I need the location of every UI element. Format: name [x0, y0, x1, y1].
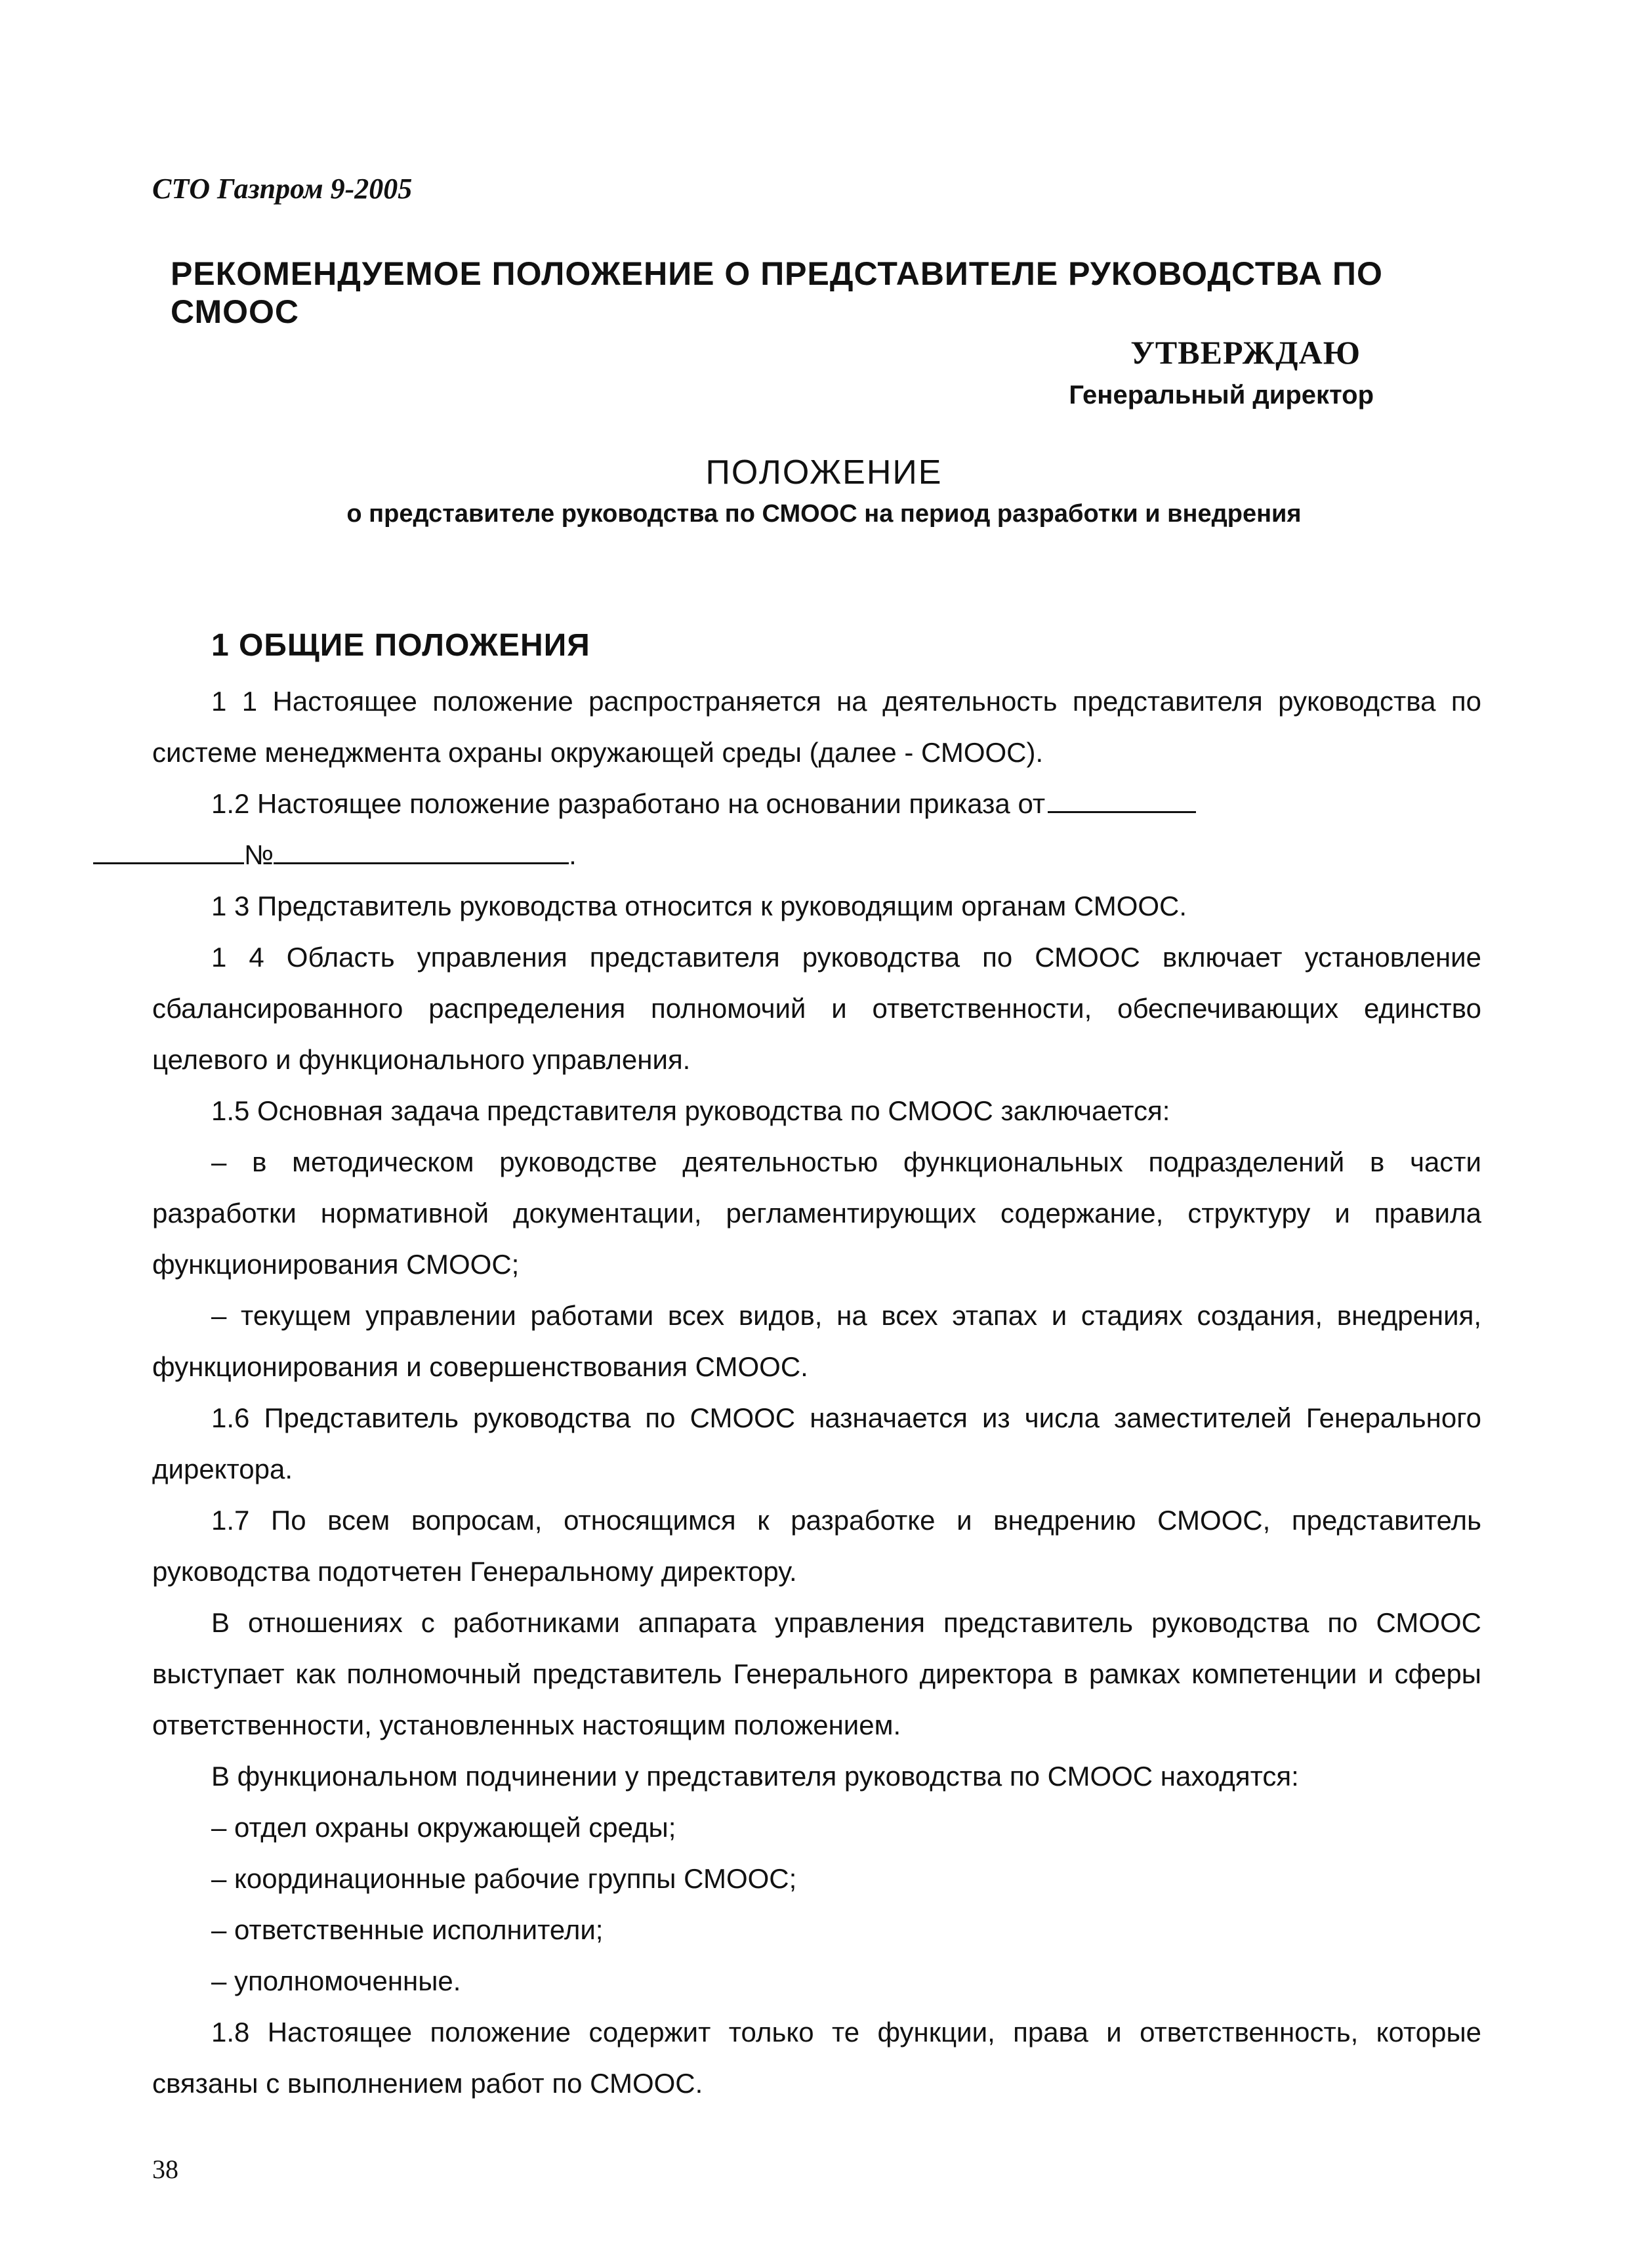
date-blank-field-cont — [93, 862, 244, 864]
document-body — [152, 676, 1481, 2109]
paragraph-1-1: 1 1 Настоящее положение распространяется на деятельность представителя руководства по системе менеджмента охраны окружающей среды (далее - СМООС). — [152, 686, 1481, 768]
paragraph-1-4: 1 4 Область управления представителя руководства по СМООС включает установление сбалансированного распределения полномочий и ответственности, обеспечивающих единство целевого и функционального управления. — [152, 942, 1481, 1075]
approval-block — [1069, 333, 1374, 410]
document-title: ПОЛОЖЕНИЕ — [705, 453, 943, 492]
paragraph-1-6: 1.6 Представитель руководства по СМООС назначается из числа заместителей Генерального директора. — [152, 1402, 1481, 1484]
page-number: 38 — [152, 2154, 178, 2184]
paragraph-1-7-relations: В отношениях с работниками аппарата управления представитель руководства по СМООС выступает как полномочный представитель Генерального директора в рамках компетенции и сферы ответственности, установленных настоящим положением. — [152, 1607, 1481, 1740]
paragraph-1-5-item-b: – текущем управлении работами всех видов, на всех этапах и стадиях создания, внедрения, функционирования и совершенствования СМООС. — [152, 1300, 1481, 1382]
appendix-title: РЕКОМЕНДУЕМОЕ ПОЛОЖЕНИЕ О ПРЕДСТАВИТЕЛЕ РУКОВОДСТВА ПО СМООС — [171, 255, 1383, 330]
standard-code: СТО Газпром 9-2005 — [152, 173, 413, 205]
date-blank-field — [1048, 811, 1196, 813]
paragraph-1-5-item-a: – в методическом руководстве деятельностью функциональных подразделений в части разработки нормативной документации, регламентирующих содержание, структуру и правила функционирования СМООС; — [152, 1146, 1481, 1280]
list-item: – отдел охраны окружающей среды; — [211, 1812, 676, 1843]
order-number-blank-field — [274, 862, 569, 864]
paragraph-1-2 — [152, 778, 1481, 881]
paragraph-1-2-text: 1.2 Настоящее положение разработано на основании приказа от — [211, 788, 1046, 819]
list-item: – координационные рабочие группы СМООС; — [211, 1863, 797, 1894]
paragraph-1-7-subordination: В функциональном подчинении у представителя руководства по СМООС находятся: — [211, 1761, 1299, 1792]
list-item: – уполномоченные. — [211, 1965, 461, 1996]
paragraph-1-8: 1.8 Настоящее положение содержит только те функции, права и ответственность, которые связаны с выполнением работ по СМООС. — [152, 2017, 1481, 2099]
number-sign: № — [244, 839, 274, 870]
approval-label: УТВЕРЖДАЮ — [1130, 334, 1361, 371]
section-heading: 1 ОБЩИЕ ПОЛОЖЕНИЯ — [211, 628, 590, 663]
paragraph-1-7: 1.7 По всем вопросам, относящимся к разработке и внедрению СМООС, представитель руководства подотчетен Генеральному директору. — [152, 1505, 1481, 1587]
paragraph-1-2-end: . — [569, 839, 577, 870]
approval-position: Генеральный директор — [1069, 381, 1374, 410]
list-item: – ответственные исполнители; — [211, 1914, 604, 1945]
paragraph-1-5: 1.5 Основная задача представителя руководства по СМООС заключается: — [211, 1095, 1170, 1126]
paragraph-1-3: 1 3 Представитель руководства относится к руководящим органам СМООС. — [211, 891, 1187, 921]
document-subtitle: о представителе руководства по СМООС на период разработки и внедрения — [346, 500, 1302, 528]
